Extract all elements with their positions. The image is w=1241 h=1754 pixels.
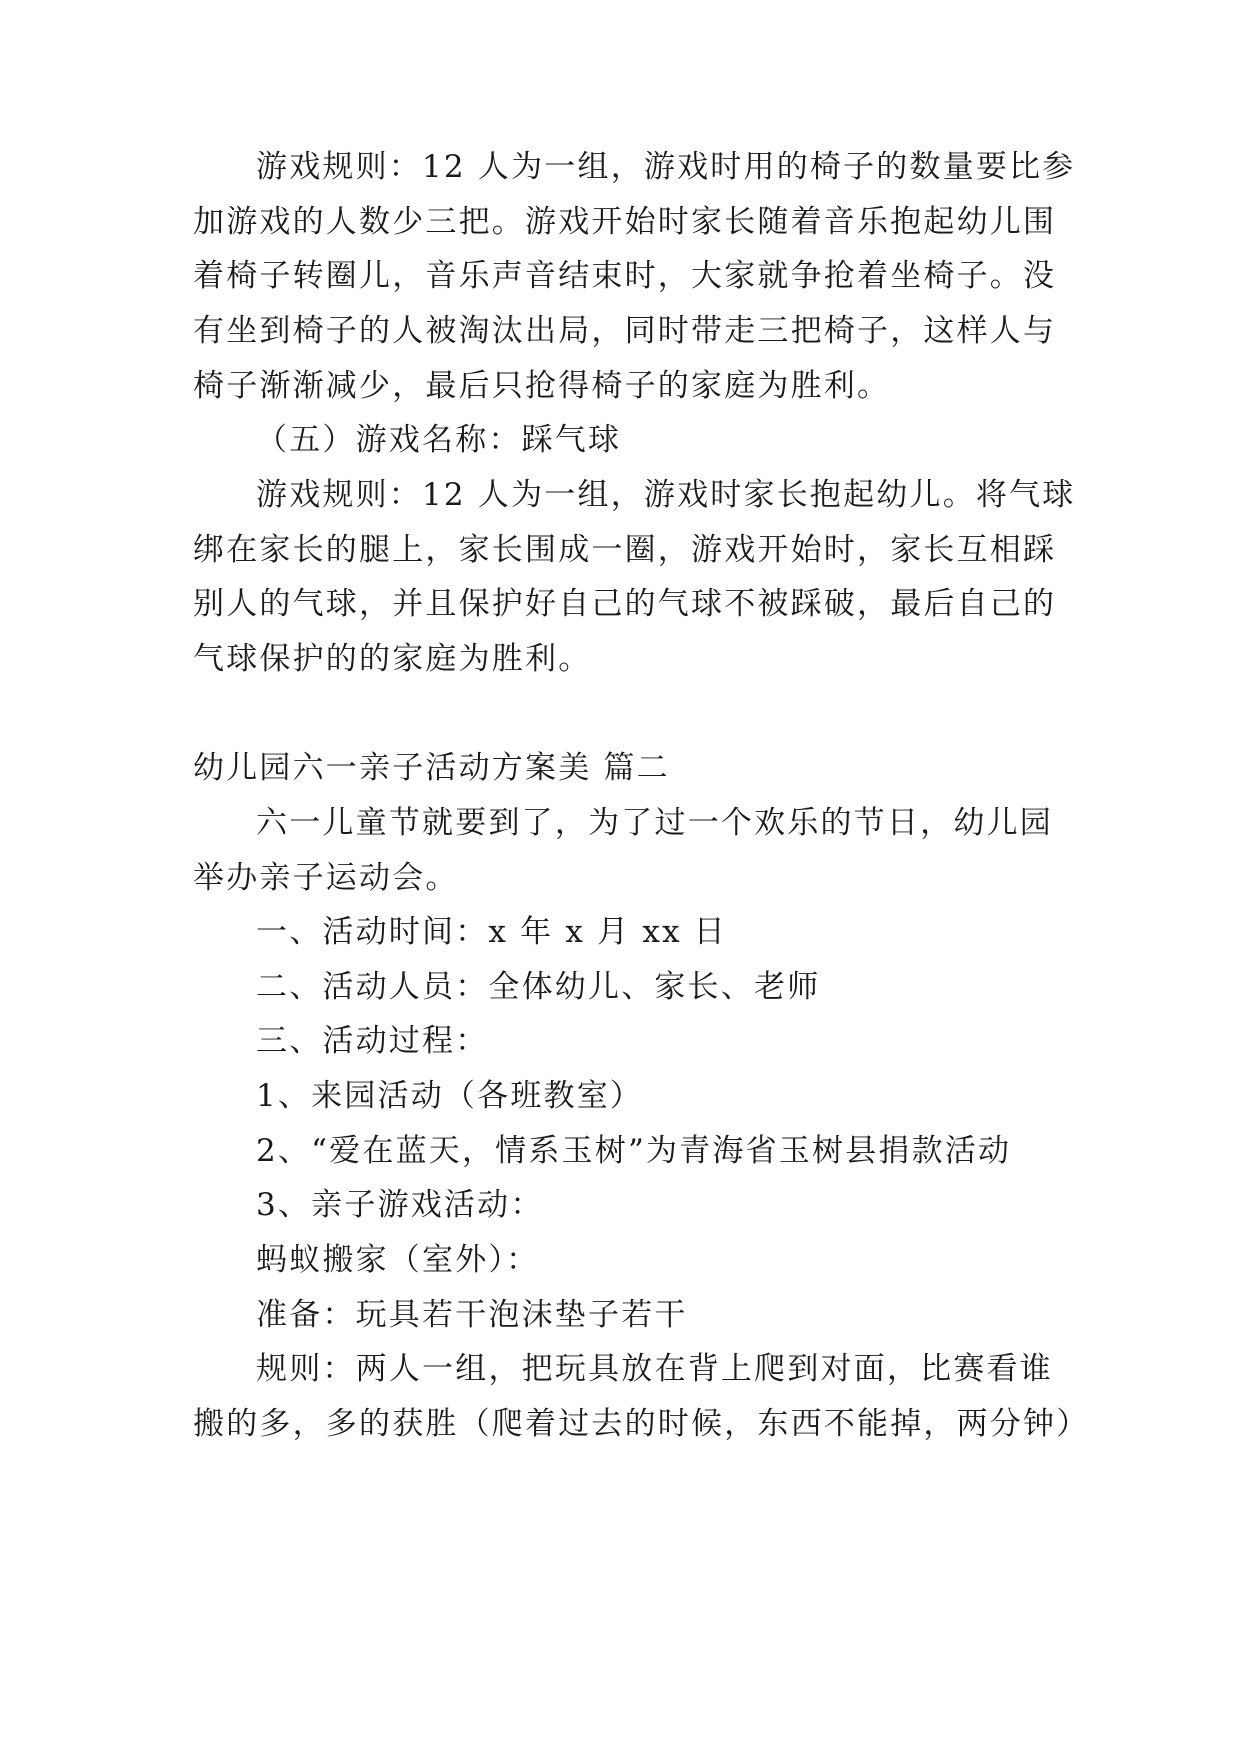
item-participants: 二、活动人员：全体幼儿、家长、老师 (256, 969, 821, 1005)
game-ants-title: 蚂蚁搬家（室外）： (256, 1242, 540, 1278)
item-activity-time: 一、活动时间：x 年 x 月 xx 日 (256, 914, 728, 950)
intro-line-2: 举办亲子运动会。 (193, 860, 459, 896)
rules5-line-3: 别人的气球，并且保护好自己的气球不被踩破，最后自己的 (193, 586, 1057, 622)
game5-title: （五）游戏名称：踩气球 (256, 422, 622, 458)
rules5-line-4: 气球保护的的家庭为胜利。 (193, 641, 592, 677)
rules4-line-2: 加游戏的人数少三把。游戏开始时家长随着音乐抱起幼儿围 (193, 204, 1057, 240)
sub-item-games: 3、亲子游戏活动： (256, 1187, 544, 1223)
rules4-line-4: 有坐到椅子的人被淘汰出局，同时带走三把椅子，这样人与 (193, 313, 1057, 349)
game-ants-prep: 准备：玩具若干泡沫垫子若干 (256, 1297, 688, 1333)
intro-line-1: 六一儿童节就要到了，为了过一个欢乐的节日，幼儿园 (256, 805, 1053, 841)
rules4-line-5: 椅子渐渐减少，最后只抢得椅子的家庭为胜利。 (193, 368, 891, 404)
rules4-line-1: 游戏规则：12 人为一组，游戏时用的椅子的数量要比参 (256, 149, 1076, 185)
rules5-line-1: 游戏规则：12 人为一组，游戏时家长抱起幼儿。将气球 (256, 477, 1076, 513)
game-ants-rules-line-1: 规则：两人一组，把玩具放在背上爬到对面，比赛看谁 (256, 1351, 1053, 1387)
sub-item-arrival: 1、来园活动（各班教室） (256, 1078, 644, 1114)
sub-item-donation: 2、“爱在蓝天，情系玉树”为青海省玉树县捐款活动 (256, 1133, 1012, 1169)
rules4-line-3: 着椅子转圈儿，音乐声音结束时，大家就争抢着坐椅子。没 (193, 258, 1057, 294)
item-process: 三、活动过程： (256, 1023, 489, 1059)
part2-heading: 幼儿园六一亲子活动方案美 篇二 (193, 750, 670, 786)
rules5-line-2: 绑在家长的腿上，家长围成一圈，游戏开始时，家长互相踩 (193, 532, 1057, 568)
game-ants-rules-line-2: 搬的多，多的获胜（爬着过去的时候，东西不能掉，两分钟） (193, 1406, 1090, 1442)
